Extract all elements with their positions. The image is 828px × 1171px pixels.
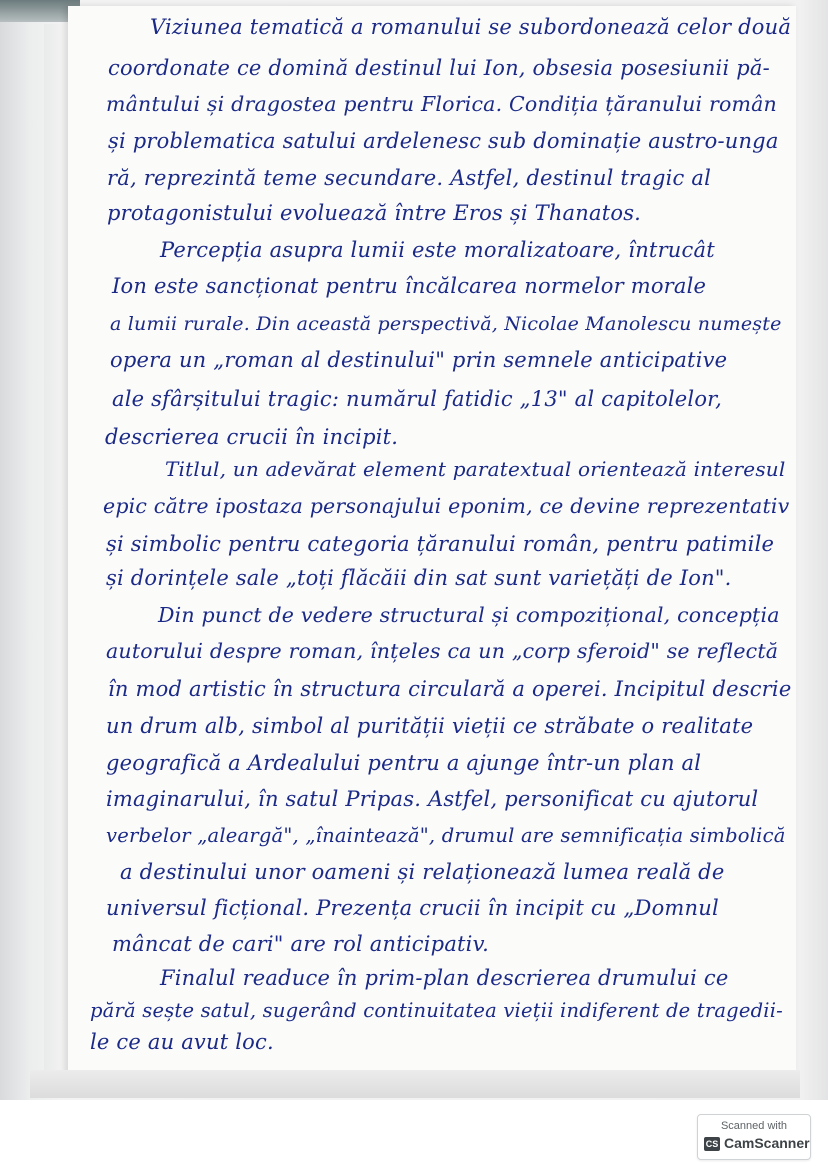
text-line: ale sfârșitului tragic: numărul fatidic „13" al capitolelor, xyxy=(112,387,722,411)
text-line: opera un „roman al destinului" prin semnele anticipative xyxy=(110,348,728,372)
camscanner-watermark xyxy=(697,1114,811,1160)
text-line: Finalul readuce în prim-plan descrierea drumului ce xyxy=(160,966,729,990)
text-line: verbelor „aleargă", „înaintează", drumul are semnificația simbolică xyxy=(106,824,786,847)
text-line: geografică a Ardealului pentru a ajunge într-un plan al xyxy=(106,751,702,775)
text-line: mântului și dragostea pentru Florica. Condiția țăranului român xyxy=(106,92,777,116)
text-line: protagonistului evoluează între Eros și Thanatos. xyxy=(107,201,642,225)
text-line: descrierea crucii în incipit. xyxy=(105,425,399,449)
text-line: epic către ipostaza personajului eponim, ce devine reprezentativ xyxy=(103,494,790,518)
text-line: coordonate ce domină destinul lui Ion, obsesia posesiunii pă- xyxy=(108,56,770,80)
text-line: le ce au avut loc. xyxy=(90,1030,274,1054)
text-line: a destinului unor oameni și relaționează lumea reală de xyxy=(120,860,725,884)
text-line: și dorințele sale „toți flăcăii din sat sunt variețăți de Ion". xyxy=(106,566,732,590)
watermark-caption: Scanned with xyxy=(720,1120,788,1132)
text-line: Din punct de vedere structural și compozițional, concepția xyxy=(158,603,780,627)
text-line: și problematica satului ardelenesc sub dominație austro-unga xyxy=(108,129,779,153)
watermark-brand: CamScanner xyxy=(724,1135,810,1151)
text-line: Percepția asupra lumii este moralizatoare, întrucât xyxy=(160,238,715,262)
text-line: un drum alb, simbol al purității vieții ce străbate o realitate xyxy=(106,714,754,738)
text-line: Viziunea tematică a romanului se subordonează celor două xyxy=(150,15,792,39)
camscanner-logo-icon: CS xyxy=(705,1139,719,1149)
text-line: imaginarului, în satul Pripas. Astfel, personificat cu ajutorul xyxy=(106,787,759,811)
text-line: și simbolic pentru categoria țăranului român, pentru patimile xyxy=(106,532,775,556)
text-line: mâncat de cari" are rol anticipativ. xyxy=(112,932,490,956)
text-line: universul ficțional. Prezența crucii în incipit cu „Domnul xyxy=(106,896,719,920)
text-line: pără sește satul, sugerând continuitatea vieții indiferent de tragedii- xyxy=(90,999,783,1022)
text-line: ră, reprezintă teme secundare. Astfel, destinul tragic al xyxy=(107,166,712,190)
text-line: a lumii rurale. Din această perspectivă, Nicolae Manolescu numește xyxy=(110,313,782,335)
text-line: în mod artistic în structura circulară a operei. Incipitul descrie xyxy=(108,677,792,701)
text-line: Ion este sancționat pentru încălcarea normelor morale xyxy=(112,274,707,298)
text-line: Titlul, un adevărat element paratextual orientează interesul xyxy=(165,457,786,481)
text-line: autorului despre roman, înțeles ca un „corp sferoid" se reflectă xyxy=(106,639,779,663)
